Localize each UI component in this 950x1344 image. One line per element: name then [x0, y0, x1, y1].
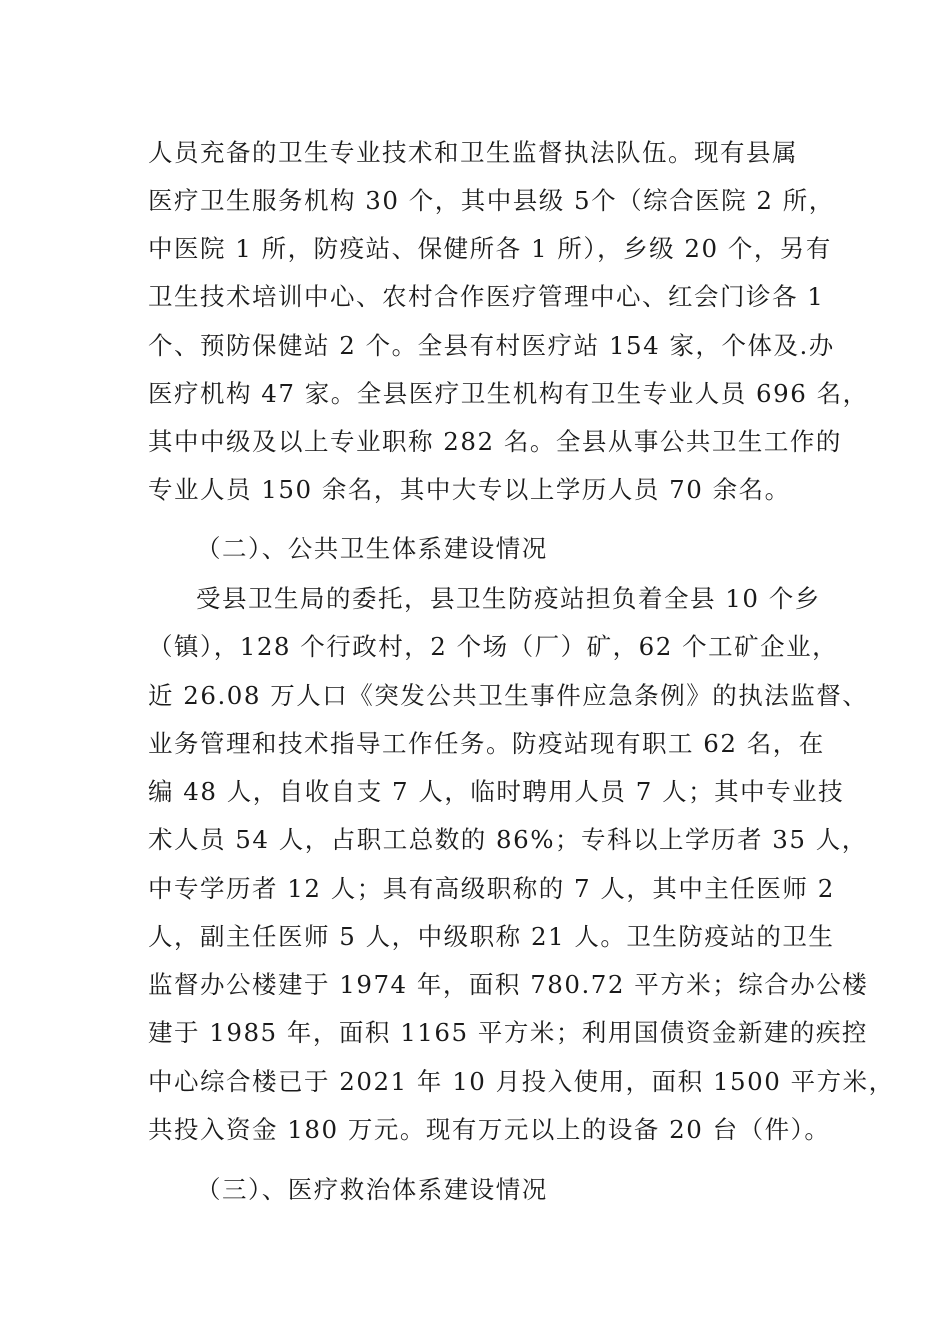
paragraph-line: 术人员 54 人，占职工总数的 86%；专科以上学历者 35 人，	[148, 825, 868, 854]
paragraph-line: 共投入资金 180 万元。现有万元以上的设备 20 台（件）。	[148, 1115, 831, 1144]
paragraph-line: 医疗机构 47 家。全县医疗卫生机构有卫生专业人员 696 名，	[148, 379, 869, 408]
paragraph-line: 卫生技术培训中心、农村合作医疗管理中心、红会门诊各 1	[148, 282, 825, 311]
section-heading: （三）、医疗救治体系建设情况	[196, 1175, 548, 1204]
paragraph-line: 医疗卫生服务机构 30 个，其中县级 5个（综合医院 2 所，	[148, 186, 835, 215]
paragraph-line: 人，副主任医师 5 人，中级职称 21 人。卫生防疫站的卫生	[148, 922, 835, 951]
paragraph-line: 编 48 人，自收自支 7 人，临时聘用人员 7 人；其中专业技	[148, 777, 845, 806]
paragraph-line: 专业人员 150 余名，其中大专以上学历人员 70 余名。	[148, 475, 791, 504]
paragraph-line: 建于 1985 年，面积 1165 平方米；利用国债资金新建的疾控	[148, 1018, 868, 1047]
paragraph-line: 监督办公楼建于 1974 年，面积 780.72 平方米；综合办公楼	[148, 970, 869, 999]
paragraph-line: 近 26.08 万人口《突发公共卫生事件应急条例》的执法监督、	[148, 681, 869, 710]
paragraph-line: 其中中级及以上专业职称 282 名。全县从事公共卫生工作的	[148, 427, 842, 456]
paragraph-line: 中心综合楼已于 2021 年 10 月投入使用，面积 1500 平方米，	[148, 1067, 895, 1096]
paragraph-line: （镇），128 个行政村，2 个场（厂）矿，62 个工矿企业，	[148, 632, 839, 661]
paragraph-line: 中医院 1 所，防疫站、保健所各 1 所），乡级 20 个，另有	[148, 234, 832, 263]
paragraph-line: 受县卫生局的委托，县卫生防疫站担负着全县 10 个乡	[196, 584, 821, 613]
paragraph-line: 个、预防保健站 2 个。全县有村医疗站 154 家，个体及.办	[148, 331, 835, 360]
paragraph-line: 人员充备的卫生专业技术和卫生监督执法队伍。现有县属	[148, 138, 798, 167]
paragraph-line: 中专学历者 12 人；具有高级职称的 7 人，其中主任医师 2	[148, 874, 835, 903]
paragraph-line: 业务管理和技术指导工作任务。防疫站现有职工 62 名，在	[148, 729, 825, 758]
section-heading: （二）、公共卫生体系建设情况	[196, 534, 548, 563]
